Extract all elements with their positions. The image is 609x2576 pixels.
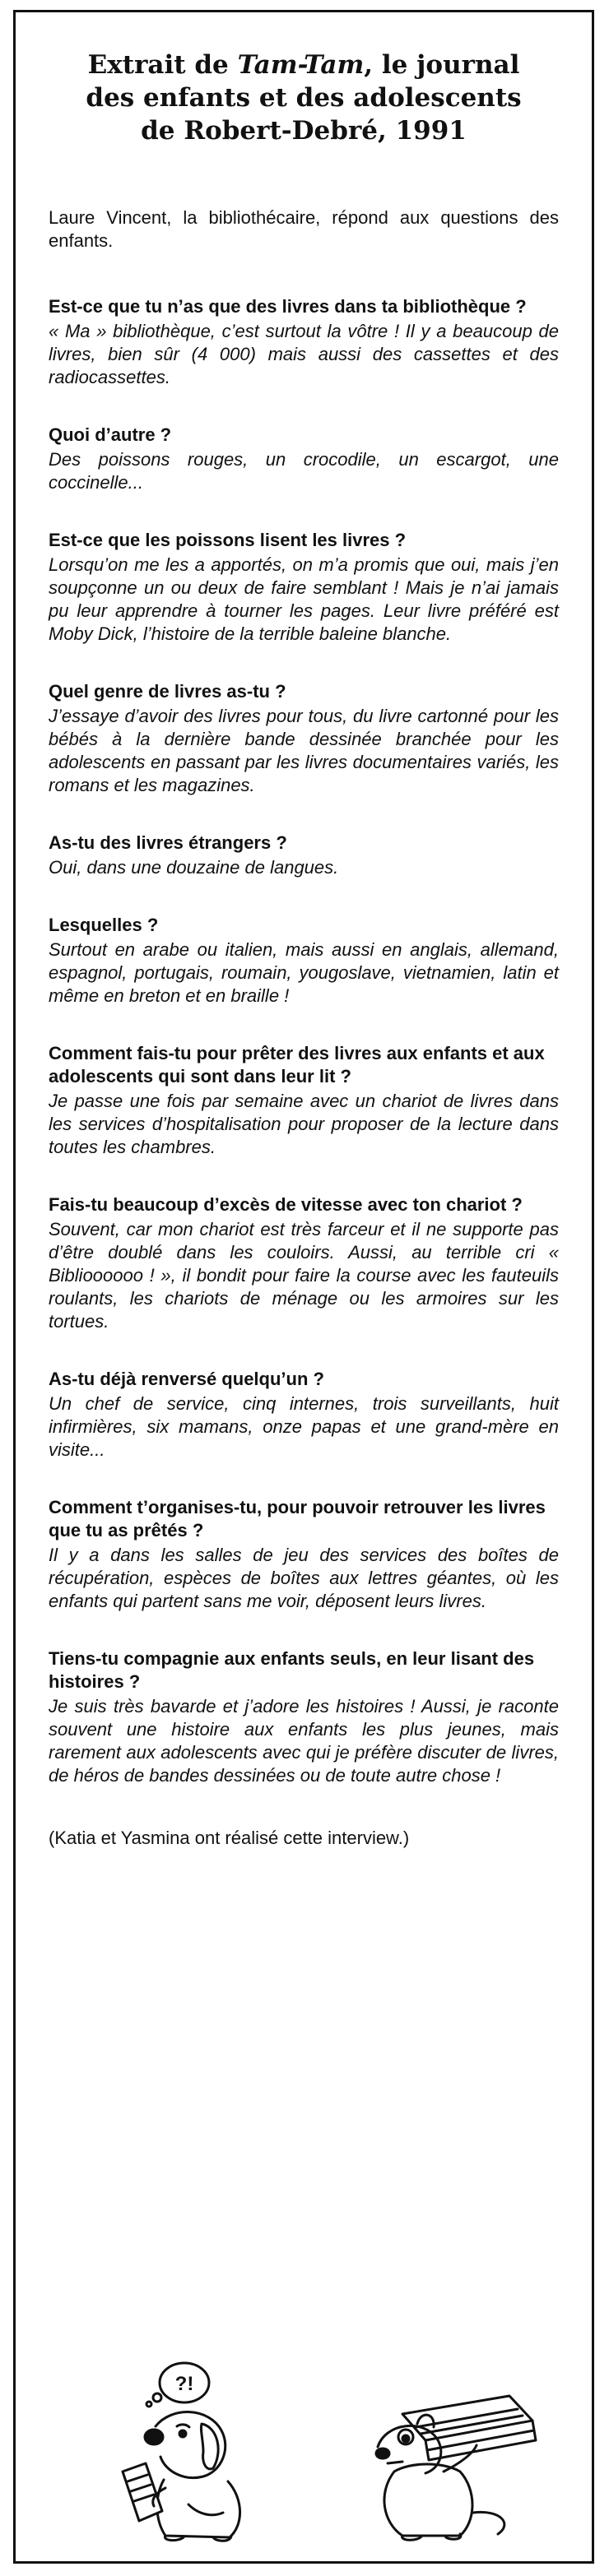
answer: Un chef de service, cinq internes, trois surveillants, huit infirmières, six mamans, onze papas et une grand-mère en visite... (49, 1393, 559, 1460)
answer: Je suis très bavarde et j’adore les histoires ! Aussi, je raconte souvent une histoire aux enfants les plus jeunes, mais rarement aux adolescents avec qui je préfère discuter de livres, de héros de bandes dessinées ou de toute autre chose ! (49, 1696, 559, 1786)
answer: Oui, dans une douzaine de langues. (49, 857, 339, 878)
answer: Des poissons rouges, un crocodile, un escargot, une coccinelle... (49, 449, 559, 493)
title-line-1: Extrait de Tam-Tam, le journal (87, 50, 520, 80)
dog-reading-book-icon (123, 2363, 240, 2541)
title-line-2: des enfants et des adolescents (86, 83, 522, 113)
question: Lesquelles ? (49, 915, 159, 935)
answer: Il y a dans les salles de jeu des services des boîtes de récupération, espèces de boîtes aux lettres géantes, où les enfants qui partent sans me voir, déposent leurs livres. (49, 1545, 559, 1611)
question: Quel genre de livres as-tu ? (49, 681, 286, 702)
answer: Lorsqu’on me les a apportés, on m’a promis que oui, mais j’en soupçonne un ou deux de faire semblant ! Mais je n’ai jamais pu leur apprendre à tourner les pages. Leur livre préféré est Moby Dick, l’histoire de la terrible baleine blanche. (49, 554, 559, 644)
illustration (16, 2348, 592, 2546)
bubble-text: ?! (174, 2373, 194, 2395)
interview-list (16, 295, 592, 1787)
qa-item (49, 1193, 559, 1333)
article-page (13, 10, 594, 2564)
title-line-3: de Robert-Debré, 1991 (141, 116, 467, 146)
question: Est-ce que les poissons lisent les livres ? (49, 530, 407, 550)
qa-item (49, 424, 559, 494)
intro-paragraph: Laure Vincent, la bibliothécaire, répond aux questions des enfants. (49, 207, 559, 251)
answer: « Ma » bibliothèque, c’est surtout la vôtre ! Il y a beaucoup de livres, bien sûr (4 000) mais aussi des cassettes et des radiocassettes. (49, 321, 559, 387)
qa-item (49, 529, 559, 646)
qa-item (49, 295, 559, 389)
question: Comment t’organises-tu, pour pouvoir retrouver les livres que tu as prêtés ? (49, 1497, 546, 1541)
rodent-carrying-books-icon (376, 2396, 536, 2540)
interview-credit: (Katia et Yasmina ont réalisé cette interview.) (49, 1828, 410, 1848)
journal-name: Tam-Tam (237, 50, 365, 80)
qa-item (49, 680, 559, 797)
qa-item (49, 1647, 559, 1787)
qa-item (49, 832, 559, 879)
question: Quoi d’autre ? (49, 424, 172, 445)
answer: Souvent, car mon chariot est très farceur et il ne supporte pas d’être doublé dans les couloirs. Aussi, au terrible cri « Biblioooooo ! », il bondit pour faire la course avec les fauteuils roulants, les chariots de ménage ou les armoires sur les tortues. (49, 1219, 559, 1332)
qa-item (49, 1368, 559, 1462)
question: Fais-tu beaucoup d’excès de vitesse avec ton chariot ? (49, 1194, 523, 1215)
answer: Je passe une fois par semaine avec un chariot de livres dans les services d’hospitalisation pour proposer de la lecture dans toutes les chambres. (49, 1091, 559, 1157)
answer: Surtout en arabe ou italien, mais aussi en anglais, allemand, espagnol, portugais, roumain, yougoslave, vietnamien, latin et même en breton et en braille ! (49, 939, 559, 1006)
article-title (49, 49, 559, 147)
qa-item (49, 914, 559, 1008)
question: Est-ce que tu n’as que des livres dans ta bibliothèque ? (49, 296, 527, 317)
question: Tiens-tu compagnie aux enfants seuls, en leur lisant des histoires ? (49, 1648, 535, 1692)
question: Comment fais-tu pour prêter des livres aux enfants et aux adolescents qui sont dans leur lit ? (49, 1043, 545, 1086)
question: As-tu des livres étrangers ? (49, 832, 287, 853)
qa-item (49, 1042, 559, 1159)
answer: J’essaye d’avoir des livres pour tous, du livre cartonné pour les bébés à la dernière bande dessinée branchée pour les adolescents en passant par les livres documentaires variés, les romans et les magazines. (49, 706, 559, 795)
qa-item (49, 1496, 559, 1613)
question: As-tu déjà renversé quelqu’un ? (49, 1369, 324, 1389)
